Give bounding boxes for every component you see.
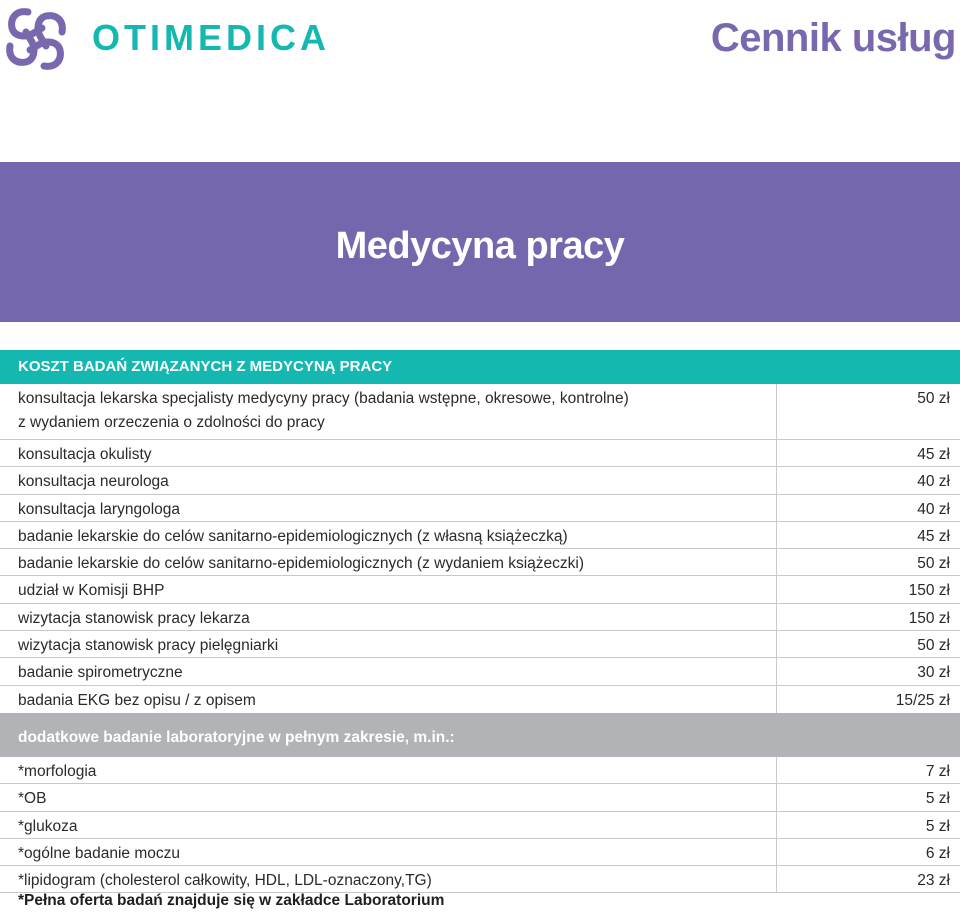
- service-price: 6 zł: [776, 839, 960, 866]
- page-header: [0, 0, 960, 80]
- service-price: 50 zł: [776, 549, 960, 576]
- footnote: *Pełna oferta badań znajduje się w zakładce Laboratorium: [18, 892, 445, 909]
- service-name: badanie spirometryczne: [0, 658, 776, 685]
- banner-title: Medycyna pracy: [335, 225, 625, 267]
- price-row: [0, 839, 960, 866]
- service-price: 40 zł: [776, 495, 960, 522]
- service-name: *OB: [0, 784, 776, 811]
- lab-section-heading: dodatkowe badanie laboratoryjne w pełnym zakresie, m.in.:: [0, 713, 960, 757]
- service-name: badanie lekarskie do celów sanitarno-epidemiologicznych (z własną książeczką): [0, 522, 776, 549]
- service-name: *glukoza: [0, 812, 776, 839]
- service-price: 50 zł: [776, 384, 960, 440]
- service-price: 45 zł: [776, 440, 960, 467]
- price-row: [0, 604, 960, 631]
- service-price: 150 zł: [776, 604, 960, 631]
- service-name-line: z wydaniem orzeczenia o zdolności do pracy: [18, 414, 325, 431]
- service-price: 150 zł: [776, 576, 960, 603]
- price-list: [0, 350, 960, 893]
- service-name: wizytacja stanowisk pracy pielęgniarki: [0, 631, 776, 658]
- service-name: *morfologia: [0, 757, 776, 784]
- service-name-line: konsultacja lekarska specjalisty medycyny pracy (badania wstępne, okresowe, kontrolne): [18, 390, 629, 407]
- service-price: 5 zł: [776, 784, 960, 811]
- service-name: badanie lekarskie do celów sanitarno-epidemiologicznych (z wydaniem książeczki): [0, 549, 776, 576]
- service-name: *ogólne badanie moczu: [0, 839, 776, 866]
- price-row: [0, 658, 960, 685]
- price-row: [0, 757, 960, 784]
- price-row: [0, 549, 960, 576]
- service-price: 50 zł: [776, 631, 960, 658]
- price-row: [0, 784, 960, 811]
- service-name: udział w Komisji BHP: [0, 576, 776, 603]
- service-name: *lipidogram (cholesterol całkowity, HDL, LDL-oznaczony,TG): [0, 866, 776, 893]
- service-price: 15/25 zł: [776, 686, 960, 713]
- category-banner: [0, 162, 960, 322]
- price-row: [0, 467, 960, 494]
- otimedica-logo-icon: [2, 4, 70, 74]
- service-name: konsultacja laryngologa: [0, 495, 776, 522]
- service-price: 5 zł: [776, 812, 960, 839]
- price-row: [0, 576, 960, 603]
- price-row: [0, 522, 960, 549]
- service-name: wizytacja stanowisk pracy lekarza: [0, 604, 776, 631]
- service-name: [0, 384, 776, 440]
- service-price: 30 zł: [776, 658, 960, 685]
- price-row: [0, 440, 960, 467]
- price-row: [0, 384, 960, 440]
- service-name: badania EKG bez opisu / z opisem: [18, 691, 256, 709]
- price-row: [0, 812, 960, 839]
- price-row: [0, 631, 960, 658]
- service-name: konsultacja okulisty: [0, 440, 776, 467]
- service-price: 40 zł: [776, 467, 960, 494]
- brand-name: OTIMEDICA: [92, 17, 330, 58]
- section-heading: KOSZT BADAŃ ZWIĄZANYCH Z MEDYCYNĄ PRACY: [0, 350, 960, 384]
- service-price: 45 zł: [776, 522, 960, 549]
- service-name: konsultacja neurologa: [0, 467, 776, 494]
- service-price: 7 zł: [776, 757, 960, 784]
- page-title: Cennik usług: [710, 16, 956, 60]
- service-price: 23 zł: [776, 866, 960, 893]
- price-row: [0, 686, 960, 713]
- price-row: [0, 495, 960, 522]
